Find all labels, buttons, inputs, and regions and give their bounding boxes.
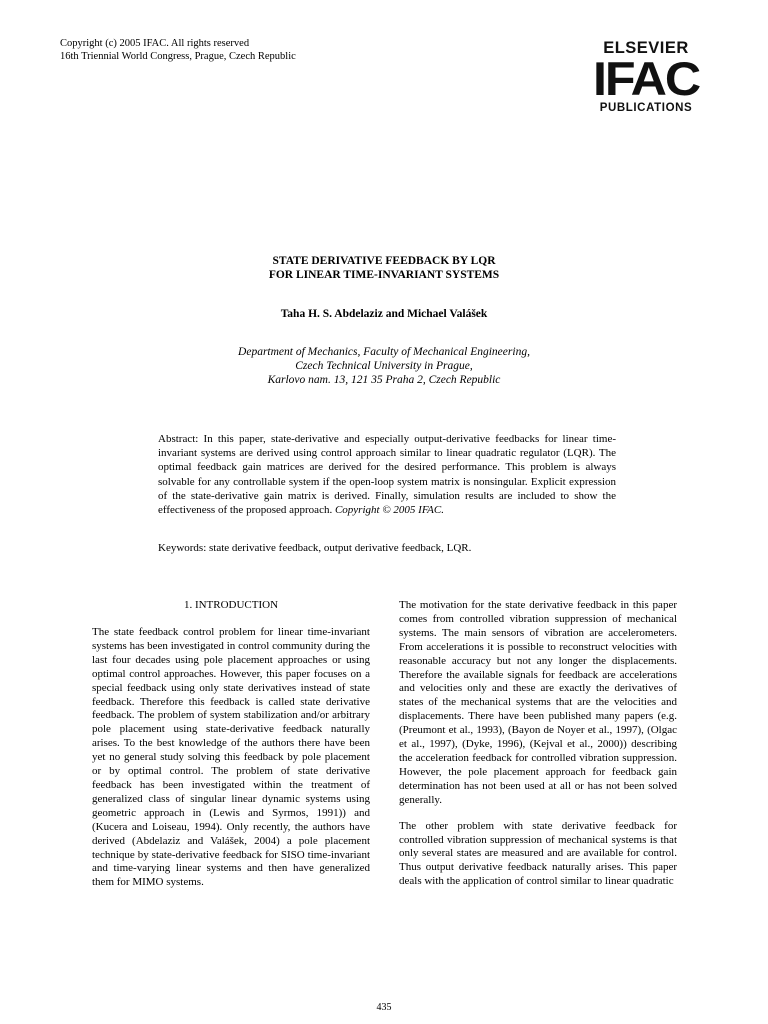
congress-line: 16th Triennial World Congress, Prague, Czech Republic: [60, 51, 296, 62]
paper-authors: Taha H. S. Abdelaziz and Michael Valášek: [280, 308, 488, 320]
section-heading-introduction: 1. INTRODUCTION: [183, 599, 279, 611]
logo-ifac: IFAC: [593, 52, 699, 105]
affiliation-line-1: Department of Mechanics, Faculty of Mechanical Engineering,: [238, 346, 530, 358]
affiliation-line-2: Czech Technical University in Prague,: [295, 360, 473, 372]
header-copyright-block: [60, 37, 296, 63]
title-line-2: FOR LINEAR TIME-INVARIANT SYSTEMS: [268, 269, 500, 281]
elsevier-ifac-logo: [587, 39, 705, 115]
affiliation-line-3: Karlovo nam. 13, 121 35 Praha 2, Czech Republic: [267, 374, 501, 386]
copyright-line: Copyright (c) 2005 IFAC. All rights reserved: [60, 38, 250, 49]
abstract-text: Abstract: In this paper, state-derivative and especially output-derivative feedbacks for linear time-invariant systems are derived using control approach similar to linear quadratic regulator (LQR). The optimal feedback gain matrices are derived for the desired performance. This problem is always solvable for any controllable system if the open-loop system matrix is nonsingular. Explicit expression of the state-derivative gain matrix is derived. Finally, simulation results are included to show the effectiveness of the proposed approach.: [158, 433, 616, 517]
left-column: [92, 626, 370, 902]
abstract: [158, 432, 616, 517]
paragraph: The motivation for the state derivative feedback in this paper comes from controlled vibration suppression of mechanical systems. The main sensors of vibration are accelerometers. From accelerations it is possible to reconstruct velocities with reasonable accuracy but not any longer the displacements. Therefore the available signals for feedback are accelerations and velocities only and these are exactly the derivatives of states of the mechanical systems that are the velocities and displacements. There have been published many papers (e.g. (Preumont et al., 1993), (Bayon de Noyer et al., 1997), (Olgac et al., 1997), (Dyke, 1996), (Kejval et al., 2000)) describing the acceleration feedback for controlled vibration suppression. However, the pole placement approach for feedback gain determination has not been used at all or has not been solved generally.: [399, 599, 677, 806]
paper-title: [0, 254, 768, 282]
affiliation: [0, 345, 768, 387]
page-number: 435: [376, 1002, 392, 1013]
paragraph: The other problem with state derivative feedback for controlled vibration suppression of mechanical systems is that only several states are measured and are available for control. Thus output derivative feedback naturally arises. This paper deals with the application of control similar to linear quadratic: [399, 819, 677, 888]
title-line-1: STATE DERIVATIVE FEEDBACK BY LQR: [272, 255, 496, 267]
paragraph: The state feedback control problem for linear time-invariant systems has been investigated in control community during the last four decades using pole placement approaches or using optimal control approaches. However, this paper focuses on a special feedback using only state derivatives instead of state feedback. Therefore this feedback is called state derivative feedback. The problem of system stabilization and/or arbitrary pole placement using state-derivative feedback naturally arises. To the best knowledge of the authors there have been yet no general study solving this feedback by pole placement or by optimal control. The problem of state derivative feedback has been investigated within the treatment of generalized class of singular linear dynamic systems using geometric approach in (Lewis and Syrmos, 1991)) and (Kucera and Loiseau, 1994). Only recently, the authors have derived (Abdelaziz and Valášek, 2004) a pole placement technique by state-derivative feedback for SISO time-invariant and time-varying linear systems and then have generalized them for MIMO systems.: [92, 626, 370, 889]
abstract-copyright: Copyright © 2005 IFAC.: [334, 504, 444, 517]
keywords: Keywords: state derivative feedback, output derivative feedback, LQR.: [158, 542, 472, 554]
logo-elsevier: ELSEVIER: [603, 39, 689, 57]
right-column: [399, 599, 677, 901]
logo-publications: PUBLICATIONS: [599, 102, 693, 114]
